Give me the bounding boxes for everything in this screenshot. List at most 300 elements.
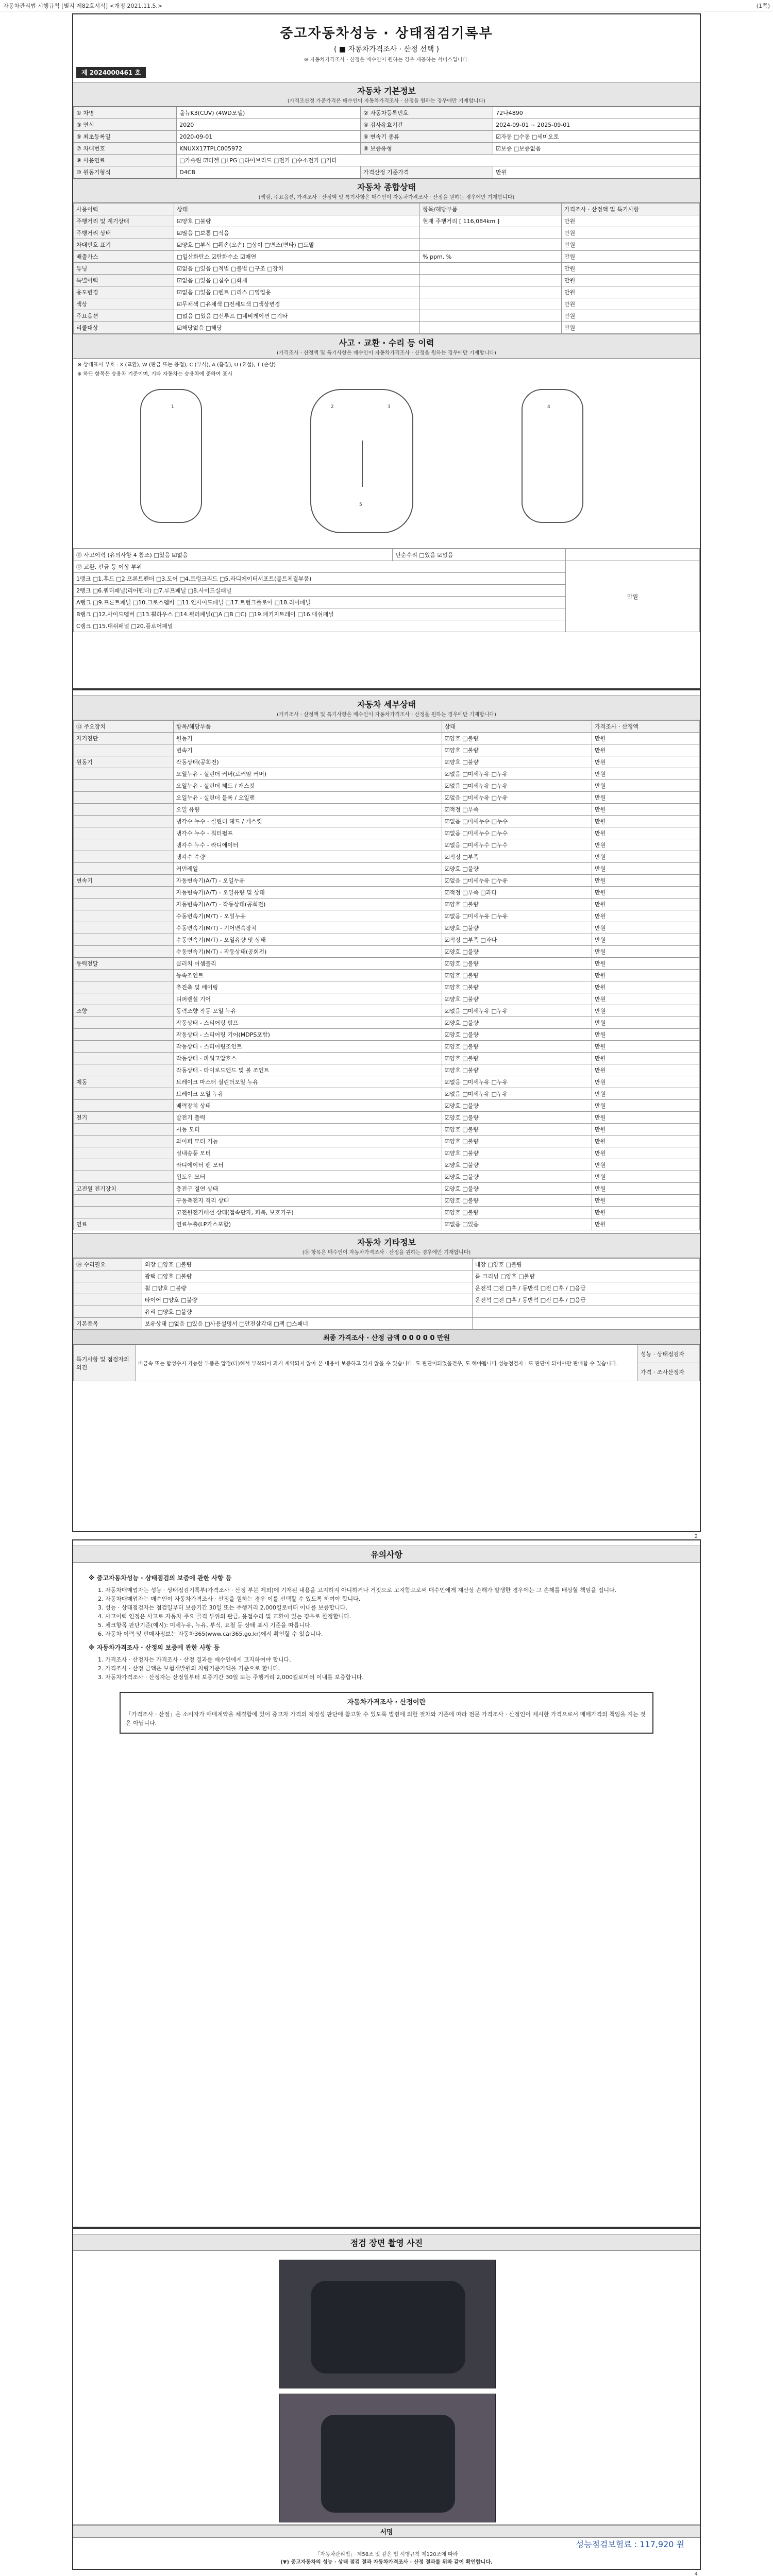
summary-cell: 주행거리 상태 [74,227,174,239]
detail-row [74,1183,700,1195]
detail-device: 원동기 [74,756,174,768]
detail-status: ☑없음 □미세누유 □누유 [442,780,592,792]
detail-device [74,934,174,946]
summary-cell: 만원 [561,239,699,251]
detail-status: ☑없음 □미세누유 □누유 [442,875,592,887]
detail-price: 만원 [592,1171,699,1183]
car-silhouette [311,2281,465,2374]
detail-device [74,1159,174,1171]
summary-row [74,275,700,286]
special-label: 특기사항 및 점검자의 의견 [74,1345,136,1381]
basic-value: 올뉴K3(CUV) (4WD모델) [177,107,361,119]
summary-row [74,239,700,251]
summary-table [73,203,700,334]
final-price-bar [73,1330,700,1345]
page-number: 4 [694,2571,698,2576]
law-text-2: (▼) 중고자동차의 성능 · 상태 점검 결과 자동차가격조사 · 산정 결과를 위와 같이 확인합니다. [280,2560,493,2565]
detail-item: 냉각수 누수 - 실린더 헤드 / 개스킷 [173,816,442,827]
other-cell: 운전석 □전 □후 / 동반석 □전 □후 / □응급 [472,1282,699,1294]
basic-value: 만원 [493,166,700,178]
detail-row [74,1005,700,1017]
detail-device [74,970,174,981]
detail-status: ☑양호 □불량 [442,1112,592,1124]
detail-item: 냉각수 누수 - 워터펌프 [173,827,442,839]
notes-list-2 [89,1655,684,1682]
basic-value: 2020 [177,119,361,131]
other-cell: 보유상태 □없음 □있음 □사용설명서 □안전삼각대 □잭 □스패너 [142,1318,472,1330]
detail-row [74,946,700,958]
final-price: 최종 가격조사 · 산정 금액 0 0 0 0 0 만원 [323,1334,450,1342]
other-section [73,1233,700,1258]
detail-status: ☑양호 □불량 [442,744,592,756]
detail-device [74,981,174,993]
detail-row [74,744,700,756]
detail-item: 변속기 [173,744,442,756]
summary-cell: ☑없음 □있음 □렌트 □리스 □영업용 [174,286,420,298]
detail-desc: (가격조사 · 산정액 및 특기사항은 매수인이 자동차가격조사 · 산정을 원하는 경우에만 기재합니다) [277,712,496,718]
detail-header: 항목/해당부품 [173,721,442,733]
detail-item: 작동상태 - 파워고압호스 [173,1053,442,1064]
detail-row [74,1100,700,1112]
detail-status: ☑양호 □불량 [442,1207,592,1218]
other-row [74,1294,700,1306]
detail-price: 만원 [592,1041,699,1053]
detail-status: ☑양호 □불량 [442,1017,592,1029]
detail-device [74,993,174,1005]
detail-price: 만원 [592,1136,699,1147]
detail-device [74,1207,174,1218]
detail-item: 작동상태 - 타이로드엔드 및 볼 조인트 [173,1064,442,1076]
other-cell: 휠 □양호 □불량 [142,1282,472,1294]
detail-price: 만원 [592,1029,699,1041]
detail-table [73,720,700,1230]
detail-status: ☑양호 □불량 [442,756,592,768]
detail-row [74,875,700,887]
part-number: 1 [171,404,174,410]
basic-label: ① 차명 [74,107,177,119]
summary-cell: ☑없음 □있음 □침수 □화재 [174,275,420,286]
summary-cell: 만원 [561,215,699,227]
detail-device [74,744,174,756]
detail-row [74,851,700,863]
summary-cell: 현재 주행거리 [ 116,084km ] [420,215,562,227]
basic-info-section [73,82,700,107]
detail-price: 만원 [592,804,699,816]
basic-value: KNUXX17TPLC005972 [177,143,361,155]
other-cell [472,1306,699,1318]
summary-cell: 만원 [561,263,699,275]
detail-status: ☑양호 □불량 [442,993,592,1005]
summary-desc: (색상, 주요옵션, 가격조사 · 산정액 및 특기사항은 매수인이 자동차가격조사 · 산정을 원하는 경우에만 기재합니다) [258,195,515,200]
detail-status: ☑없음 □미세누유 □누유 [442,792,592,804]
inspector-label: 성능 · 상태점검자 [638,1345,700,1363]
detail-item: 와이퍼 모터 기능 [173,1136,442,1147]
detail-item: 오일누유 - 실린더 헤드 / 개스킷 [173,780,442,792]
summary-row [74,298,700,310]
detail-status: ☑양호 □불량 [442,1159,592,1171]
basic-row [74,107,700,119]
summary-cell: □일산화탄소 ☑탄화수소 ☑매연 [174,251,420,263]
detail-item: 작동상태(공회전) [173,756,442,768]
summary-cell: 주요옵션 [74,310,174,322]
detail-device [74,1041,174,1053]
detail-item: 추진축 및 베어링 [173,981,442,993]
detail-item: 브레이크 마스터 실린더오일 누유 [173,1076,442,1088]
basic-label: ③ 연식 [74,119,177,131]
detail-item: 발전기 출력 [173,1112,442,1124]
accident-price: 만원 [566,561,700,632]
summary-cell: ☑많음 □보통 □적음 [174,227,420,239]
other-row [74,1306,700,1318]
detail-row [74,1041,700,1053]
basic-label: ⑩ 원동기형식 [74,166,177,178]
summary-cell: ☑양호 □불량 [174,215,420,227]
detail-item: 충전구 절연 상태 [173,1183,442,1195]
detail-row [74,1195,700,1207]
basic-info-desc: (가격조산정 가준가격은 매수인이 자동차가격조사 · 산정을 원하는 경우에만 기재합니다) [287,98,486,104]
basic-info-table [73,107,700,178]
vehicle-photo-front [279,2260,496,2388]
other-table [73,1258,700,1330]
detail-status: ☑양호 □불량 [442,1064,592,1076]
detail-price: 만원 [592,756,699,768]
summary-row [74,251,700,263]
other-cell [74,1294,142,1306]
detail-row [74,1136,700,1147]
basic-label: ④ 검사유효기간 [360,119,493,131]
detail-device [74,1053,174,1064]
detail-row [74,816,700,827]
summary-header: 가격조사 · 산정액 및 특기사항 [561,204,699,215]
detail-device: 고전원 전기장치 [74,1183,174,1195]
car-silhouette [321,2415,455,2513]
summary-cell [420,322,562,334]
detail-device [74,792,174,804]
detail-status: ☑적정 □부족 [442,804,592,816]
detail-item: 고전원전기배선 상태(접속단자, 피복, 보호기구) [173,1207,442,1218]
detail-device [74,768,174,780]
detail-status: ☑양호 □불량 [442,1041,592,1053]
detail-row [74,768,700,780]
detail-price: 만원 [592,1147,699,1159]
detail-status: ☑양호 □불량 [442,1029,592,1041]
detail-device: 연료 [74,1218,174,1230]
basic-label: ② 자동차등록번호 [360,107,493,119]
notes-section [73,1546,700,1563]
notes-item: 3. 자동차가격조사 · 산정자는 산정일부터 보증기간 30일 또는 주행거리 2,000킬로미터 이내를 보증합니다. [98,1674,364,1681]
detail-row [74,958,700,970]
document-note: ※ 자동차가격조사 · 산정은 매수인이 원하는 경우 제공하는 서비스입니다. [304,57,469,63]
detail-status: ☑적정 □부족 [442,851,592,863]
detail-price: 만원 [592,1076,699,1088]
detail-device: 자기진단 [74,733,174,744]
summary-cell: 만원 [561,275,699,286]
summary-cell [420,275,562,286]
detail-item: 수동변속기(M/T) - 오일누유 [173,910,442,922]
detail-row [74,910,700,922]
detail-status: ☑양호 □불량 [442,958,592,970]
detail-row [74,839,700,851]
notes-item: 6. 자동차 이력 및 판매자정보는 자동차365(www.car365.go.kr)에서 확인할 수 있습니다. [98,1631,323,1637]
basic-label: ⑧ 보증유형 [360,143,493,155]
detail-row [74,804,700,816]
basic-value: ☑보증 □보증없음 [493,143,700,155]
detail-device [74,922,174,934]
summary-cell: 차대번호 표기 [74,239,174,251]
detail-device [74,804,174,816]
detail-device [74,1195,174,1207]
detail-item: 디퍼렌셜 기어 [173,993,442,1005]
detail-item: 배력장치 상태 [173,1100,442,1112]
summary-cell: 용도변경 [74,286,174,298]
detail-item: 자동변속기(A/T) - 오일누유 [173,875,442,887]
detail-price: 만원 [592,816,699,827]
detail-status: ☑적정 □부족 □과다 [442,934,592,946]
basic-value: ☑자동 □수동 □세미오토 [493,131,700,143]
detail-row [74,780,700,792]
summary-row [74,322,700,334]
basic-value: 72나4890 [493,107,700,119]
notes-item: 5. 체크항목 판단기준(예시): 미세누유, 누유, 부식, 요철 등 상태 표시 기준을 따릅니다. [98,1622,312,1629]
detail-item: 원동기 [173,733,442,744]
detail-status: ☑양호 □불량 [442,1183,592,1195]
accident-history: ⑪ 사고이력 (유의사항 4 참조) □있음 ☑없음 [74,549,393,561]
rank-c: C랭크 □15.대쉬패널 □20.플로어패널 [74,620,566,632]
basic-value: D4CB [177,166,361,178]
basic-row [74,155,700,166]
summary-header: 항목/해당부품 [420,204,562,215]
other-cell: 운전석 □전 □후 / 동반석 □전 □후 / □응급 [472,1294,699,1306]
notes-body [73,1563,700,1750]
other-row [74,1270,700,1282]
summary-row [74,286,700,298]
detail-device [74,1017,174,1029]
summary-cell: 만원 [561,310,699,322]
detail-device [74,1100,174,1112]
summary-header: 상태 [174,204,420,215]
sign-spacer [72,2570,701,2576]
other-cell: 유리 □양호 □불량 [142,1306,472,1318]
summary-cell: 리콜대상 [74,322,174,334]
detail-price: 만원 [592,993,699,1005]
accident-desc: (가격조사 · 산정액 및 특기사항은 매수인이 자동차가격조사 · 산정을 원하는 경우에만 기재합니다) [277,350,496,356]
summary-row [74,227,700,239]
detail-device [74,1064,174,1076]
detail-row [74,993,700,1005]
detail-header: 가격조사 · 산정액 [592,721,699,733]
summary-row [74,310,700,322]
detail-price: 만원 [592,851,699,863]
vehicle-photo-rear [279,2394,496,2522]
summary-cell: 주행거리 및 계기상태 [74,215,174,227]
detail-row [74,1218,700,1230]
detail-status: ☑양호 □불량 [442,946,592,958]
notes-item: 4. 사고이력 인정은 사고로 자동차 주요 골격 부위의 판금, 용접수리 및 교환이 있는 경우로 한정합니다. [98,1613,351,1620]
other-cell: 외장 □양호 □불량 [142,1259,472,1270]
summary-cell: 만원 [561,298,699,310]
detail-device [74,780,174,792]
detail-row [74,1159,700,1171]
detail-row [74,934,700,946]
detail-price: 만원 [592,899,699,910]
other-cell: 광택 □양호 □불량 [142,1270,472,1282]
detail-status: ☑양호 □불량 [442,863,592,875]
detail-status: ☑없음 □있음 [442,1218,592,1230]
sign-title: 서명 [380,2529,393,2536]
detail-status: ☑양호 □불량 [442,1100,592,1112]
summary-cell: % ppm. % [420,251,562,263]
rank-b: B랭크 □12.사이드멤버 □13.휠하우스 □14.필러패널(□A □B □C) □19.패키지트레이 □16.대쉬패널 [74,608,566,620]
detail-status: ☑없음 □미세누수 □누수 [442,839,592,851]
detail-price: 만원 [592,1124,699,1136]
basic-value: □가솔린 ☑디젤 □LPG □하이브리드 □전기 □수소전기 □기타 [177,155,700,166]
special-text: 비금속 또는 합성수지 가능한 부품은 압점(타)해서 부착되어 과거 계약되지 않아 본 내용이 보증하고 있지 않을 수 있습니다. 도 판단이되었을건우, 도 해야됩니다 성능점검자 : 또 판단이 되어야만 판매함 수 있습니다. [136,1345,638,1381]
detail-price: 만원 [592,887,699,899]
other-cell [74,1306,142,1318]
detail-device: 조향 [74,1005,174,1017]
detail-status: ☑양호 □불량 [442,1171,592,1183]
document-title: 중고자동차성능 · 상태점검기록부 [280,26,493,41]
detail-row [74,1124,700,1136]
detail-device: 변속기 [74,875,174,887]
detail-item: 오일누유 - 실린더 블록 / 오일팬 [173,792,442,804]
document-subtitle: ( ■ 자동차가격조사 · 산정 선택 ) [333,45,440,54]
basic-value: 2020-09-01 [177,131,361,143]
detail-price: 만원 [592,863,699,875]
page-indicator: (1쪽) [756,3,770,9]
summary-cell [420,263,562,275]
basic-label: ⑥ 변속기 종류 [360,131,493,143]
detail-row [74,756,700,768]
detail-price: 만원 [592,958,699,970]
detail-row [74,1207,700,1218]
detail-price: 만원 [592,981,699,993]
accident-title: 사고 · 교환 · 수리 등 이력 [339,338,434,348]
basic-label: ⑦ 차대번호 [74,143,177,155]
detail-status: ☑양호 □불량 [442,1147,592,1159]
detail-item: 라디에이터 팬 모터 [173,1159,442,1171]
detail-device [74,946,174,958]
detail-price: 만원 [592,1195,699,1207]
page-number: 2 [694,1534,698,1539]
appraisal-box-text: 「가격조사 · 산정」은 소비자가 매매계약을 체결함에 있어 중고차 가격의 적정성 판단에 참고할 수 있도록 법령에 의한 절차와 기준에 따라 전문 가격조사 · 산정인이 제시한 가격으로서 매매가격의 책임을 지는 것은 아닙니다. [126,1711,646,1726]
summary-cell [420,239,562,251]
detail-price: 만원 [592,1112,699,1124]
summary-cell: 만원 [561,322,699,334]
detail-row [74,1076,700,1088]
summary-cell: 색상 [74,298,174,310]
detail-item: 등속조인트 [173,970,442,981]
summary-cell: 배출가스 [74,251,174,263]
special-table [73,1345,700,1381]
detail-item: 수동변속기(M/T) - 작동상태(공회전) [173,946,442,958]
detail-item: 구동축전지 격리 상태 [173,1195,442,1207]
summary-title: 자동차 종합상태 [357,182,416,192]
detail-price: 만원 [592,1183,699,1195]
notes-sec2: ※ 자동차가격조사 · 산정의 보증에 관한 사항 등 [89,1644,220,1651]
summary-cell: □없음 □있음 □선루프 □네비게이션 □기타 [174,310,420,322]
other-cell: 기본품목 [74,1318,142,1330]
detail-row [74,970,700,981]
detail-price: 만원 [592,970,699,981]
detail-status: ☑양호 □불량 [442,1136,592,1147]
rank-2: 2랭크 □6.쿼터패널(리어펜더) □7.루프패널 □8.사이드실패널 [74,585,566,597]
other-cell: 룸 크리닝 □양호 □불량 [472,1270,699,1282]
form-reference: 자동차관리법 시행규칙 [별지 제82호서식] <개정 2021.11.5.> [3,3,163,9]
other-cell: 내장 □양호 □불량 [472,1259,699,1270]
detail-price: 만원 [592,768,699,780]
detail-header: ⑬ 주요장치 [74,721,174,733]
detail-price: 만원 [592,922,699,934]
detail-device: 제동 [74,1076,174,1088]
detail-item: 오일누유 - 실린더 커버(로커암 커버) [173,768,442,780]
detail-device [74,827,174,839]
detail-row [74,1112,700,1124]
other-row [74,1259,700,1270]
notes-item: 2. 가격조사 · 산정 금액은 보험개발원의 차량기준가액을 기준으로 합니다. [98,1665,280,1672]
photos-section [73,2234,700,2251]
car-diagram [73,379,700,549]
sheet-photos [72,2228,701,2576]
rank-1: 1랭크 □1.후드 □2.프론트펜더 □3.도어 □4.트렁크리드 □5.라디에이터서포트(볼트체결부품) [74,573,566,585]
detail-row [74,1088,700,1100]
detail-item: 연료누출(LP가스포함) [173,1218,442,1230]
detail-price: 만원 [592,839,699,851]
detail-status: ☑없음 □미세누수 □누수 [442,827,592,839]
detail-price: 만원 [592,1053,699,1064]
appraisal-box [120,1692,653,1734]
basic-label: 가격산정 기준가격 [360,166,493,178]
summary-cell: 특별이력 [74,275,174,286]
detail-item: 수동변속기(M/T) - 기어변속장치 [173,922,442,934]
detail-status: ☑없음 □미세누유 □누유 [442,910,592,922]
other-cell [74,1270,142,1282]
detail-item: 윈도우 모터 [173,1171,442,1183]
detail-price: 만원 [592,733,699,744]
detail-row [74,1064,700,1076]
other-cell [472,1318,699,1330]
law-text: 「자동차관리법」 제58조 및 같은 법 시행규칙 제120조에 따라 [315,2552,458,2557]
detail-price: 만원 [592,744,699,756]
detail-status: ☑양호 □불량 [442,733,592,744]
detail-device [74,899,174,910]
other-cell [74,1282,142,1294]
detail-price: 만원 [592,1100,699,1112]
part-number: 4 [547,404,550,410]
summary-cell: 만원 [561,227,699,239]
accident-table [73,549,700,632]
notes-list-1 [89,1586,684,1638]
car-side-right-outline [522,389,583,523]
detail-device [74,1147,174,1159]
detail-row [74,981,700,993]
detail-row [74,1053,700,1064]
detail-price: 만원 [592,1088,699,1100]
detail-status: ☑양호 □불량 [442,970,592,981]
summary-cell: 만원 [561,286,699,298]
detail-row [74,792,700,804]
detail-status: ☑양호 □불량 [442,922,592,934]
summary-row [74,215,700,227]
part-number: 5 [359,502,362,507]
detail-row [74,899,700,910]
other-cell: 타이어 □양호 □불량 [142,1294,472,1306]
summary-cell: ☑해당없음 □해당 [174,322,420,334]
detail-item: 시동 모터 [173,1124,442,1136]
other-row [74,1318,700,1330]
detail-price: 만원 [592,780,699,792]
summary-row [74,263,700,275]
